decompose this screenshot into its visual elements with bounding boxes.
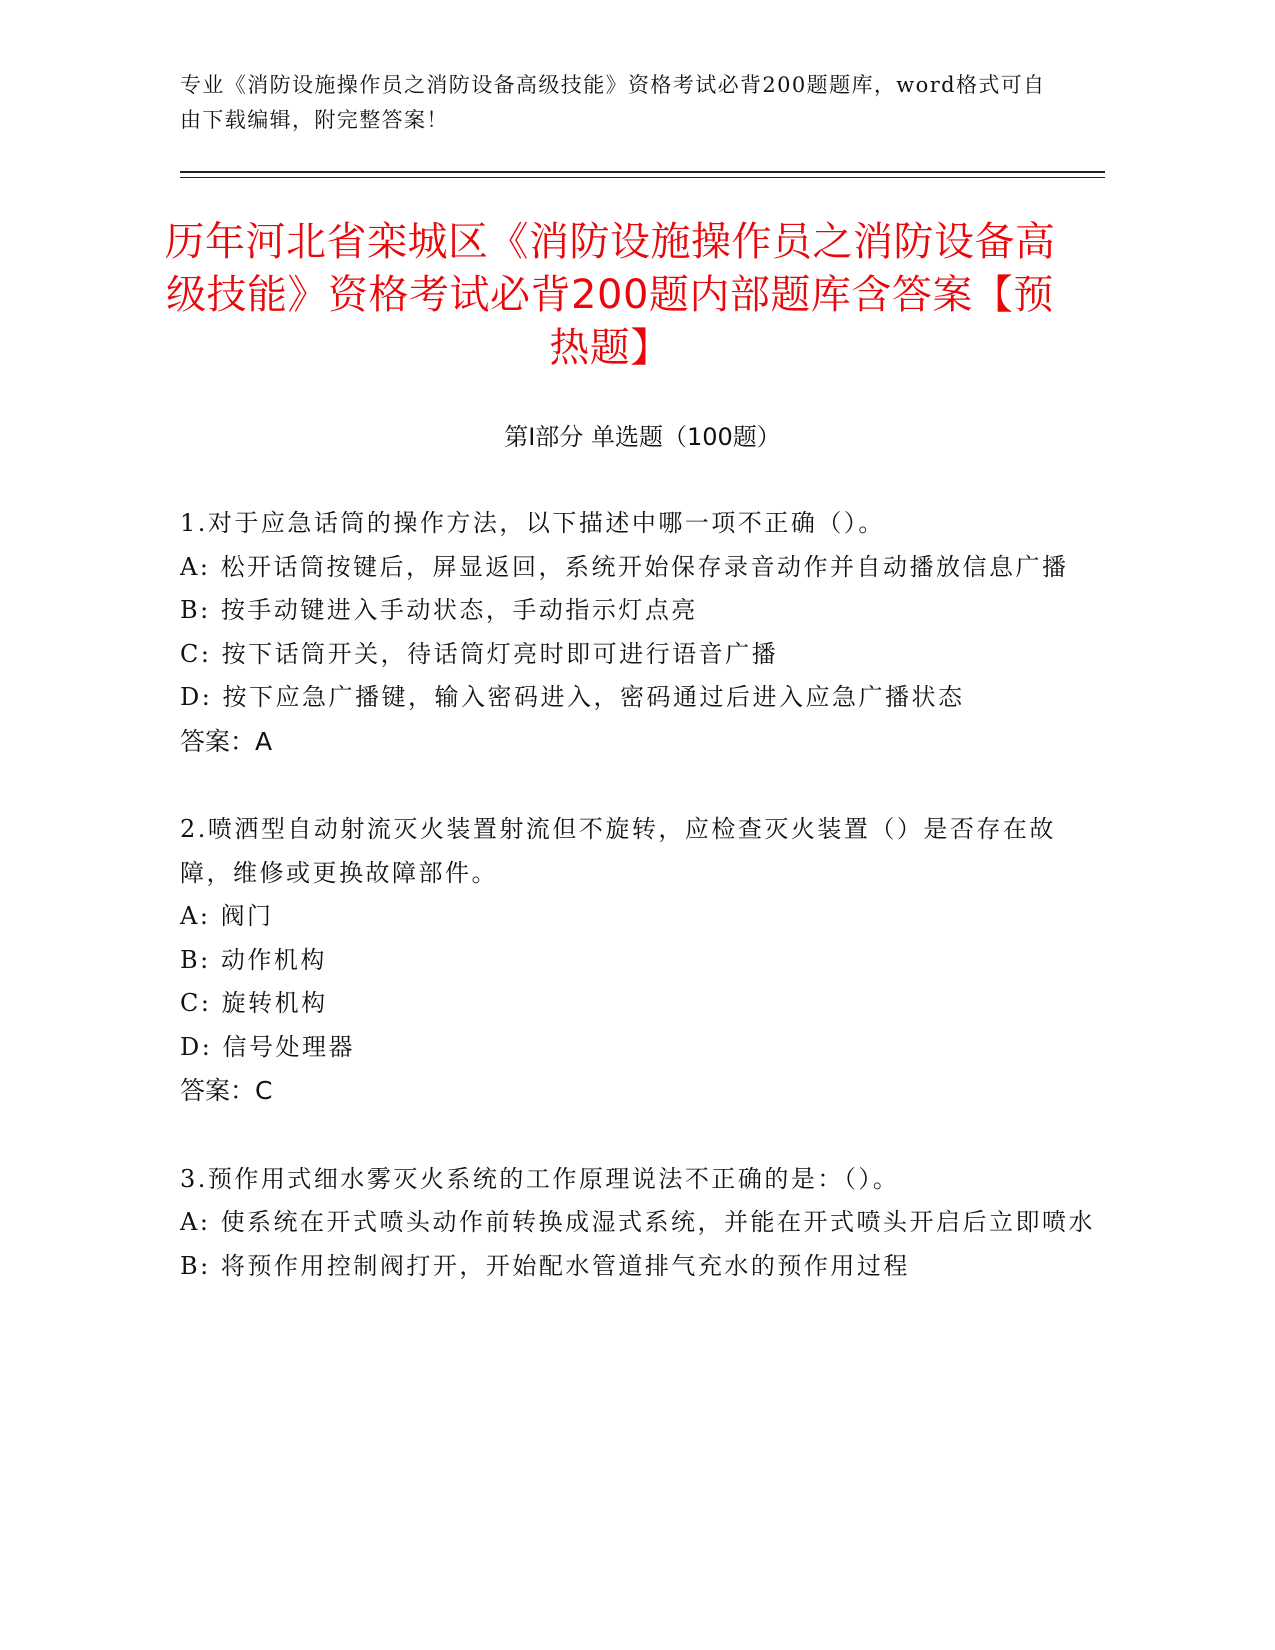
option-text: 阀门 [220,902,274,930]
option-a [180,1201,1105,1245]
option-letter: B: [180,945,211,974]
option-text: 旋转机构 [221,989,328,1017]
question-3 [180,1158,1105,1289]
document-title: 历年河北省栾城区《消防设施操作员之消防设备高级技能》资格考试必背200题内部题库含答案【预热题】 [164,219,1056,371]
option-c [180,982,1105,1026]
answer: 答案：A [180,726,273,756]
option-text: 动作机构 [220,945,327,974]
option-c [180,633,1105,677]
question-list [180,502,1105,1333]
option-letter: D: [180,1032,213,1061]
option-text: 使系统在开式喷头动作前转换成湿式系统，并能在开式喷头开启后立即喷水 [220,1208,1096,1236]
question-stem: 1.对于应急话筒的操作方法，以下描述中哪一项不正确（）。 [180,509,885,537]
option-text: 松开话筒按键后，屏显返回，系统开始保存录音动作并自动播放信息广播 [220,552,1069,581]
question-1 [180,502,1105,763]
header-note: 专业《消防设施操作员之消防设备高级技能》资格考试必背200题题库，word格式可自由下载编辑，附完整答案！ [180,73,1046,132]
option-text: 按下话筒开关，待话筒灯亮时即可进行语音广播 [221,639,779,668]
option-a [180,895,1105,939]
option-letter: A: [180,902,211,930]
option-text: 将预作用控制阀打开，开始配水管道排气充水的预作用过程 [220,1251,910,1280]
question-stem: 2.喷洒型自动射流灭火装置射流但不旋转，应检查灭火装置（）是否存在故障，维修或更换故障部件。 [180,815,1056,887]
option-letter: B: [180,596,211,624]
option-text: 按下应急广播键，输入密码进入，密码通过后进入应急广播状态 [222,683,965,711]
header-rule-thick [180,171,1105,173]
option-letter: A: [180,1208,211,1236]
section-heading: 第I部分 单选题（100题） [504,423,781,451]
question-stem: 3.预作用式细水雾灭火系统的工作原理说法不正确的是：（）。 [180,1164,900,1193]
option-a [180,546,1105,590]
option-b [180,589,1105,633]
option-b [180,939,1105,983]
question-2 [180,808,1105,1113]
option-letter: B: [180,1251,211,1280]
option-letter: D: [180,683,213,711]
option-text: 信号处理器 [222,1032,355,1061]
option-d [180,676,1105,720]
option-letter: A: [180,552,211,581]
option-text: 按手动键进入手动状态，手动指示灯点亮 [220,596,698,624]
option-letter: C: [180,989,212,1017]
option-b [180,1245,1105,1289]
header-rule-thin [180,177,1105,178]
option-d [180,1026,1105,1070]
answer: 答案：C [180,1076,273,1105]
option-letter: C: [180,639,212,668]
